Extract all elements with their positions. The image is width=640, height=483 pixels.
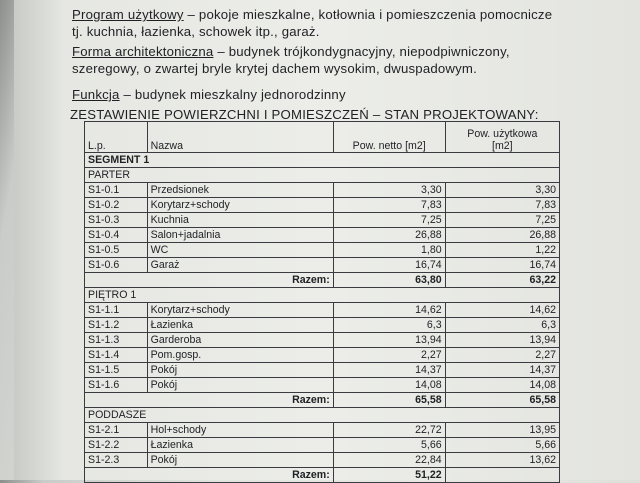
room-id-cell: S1-0.4 [85,228,148,243]
floor-label: PARTER [85,168,560,183]
total-netto-cell: 51,22 [333,468,445,483]
header-uzytkowa-line1: Pow. użytkowa [467,128,538,140]
room-name-cell: Pokój [147,363,333,378]
header-netto: Pow. netto [m2] [333,122,445,153]
program-text: – pokoje mieszkalne, kotłownia i pomieszczenia pomocnicze tj. kuchnia, łazienka, schowek itp., garaż. [72,7,553,39]
room-name-cell: WC [147,243,333,258]
room-name-cell: Pom.gosp. [147,348,333,363]
table-row [85,243,560,258]
netto-area-cell: 7,83 [333,198,445,213]
netto-area-cell: 13,94 [333,333,445,348]
segment-row [85,153,560,168]
netto-area-cell: 3,30 [333,183,445,198]
usable-area-cell: 3,30 [445,183,559,198]
total-row [85,273,560,288]
total-blank-cell [85,273,148,288]
room-name-cell: Garaż [147,258,333,273]
room-id-cell: S1-2.1 [85,423,148,438]
funkcja-paragraph [72,86,562,103]
area-table [84,121,560,483]
netto-area-cell: 5,66 [333,438,445,453]
room-id-cell: S1-1.4 [85,348,148,363]
usable-area-cell: 1,22 [445,243,559,258]
table-row [85,228,560,243]
total-netto-cell: 65,58 [333,393,445,408]
netto-area-cell: 14,62 [333,303,445,318]
table-row [85,438,560,453]
netto-area-cell: 26,88 [333,228,445,243]
usable-area-cell: 26,88 [445,228,559,243]
table-row [85,378,560,393]
forma-text: – budynek trójkondygnacyjny, niepodpiwniczony, szeregowy, o zwartej bryle krytej dachem wysokim, dwuspadowym. [72,44,510,76]
table-row [85,213,560,228]
netto-area-cell: 1,80 [333,243,445,258]
table-row [85,348,560,363]
room-name-cell: Przedsionek [147,183,333,198]
floor-label: PODDASZE [85,408,560,423]
total-label: Razem: [147,393,333,408]
room-id-cell: S1-1.1 [85,303,148,318]
floor-row [85,168,560,183]
header-uzytkowa-line2: [m2] [492,140,513,152]
room-name-cell: Korytarz+schody [147,303,333,318]
room-id-cell: S1-1.2 [85,318,148,333]
floor-row [85,408,560,423]
usable-area-cell: 13,62 [445,453,559,468]
room-name-cell: Garderoba [147,333,333,348]
room-name-cell: Łazienka [147,438,333,453]
room-name-cell: Łazienka [147,318,333,333]
netto-area-cell: 16,74 [333,258,445,273]
total-usable-cell: 63,22 [445,273,559,288]
header-uzytkowa [445,122,559,153]
usable-area-cell: 13,94 [445,333,559,348]
funkcja-text: – budynek mieszkalny jednorodzinny [119,87,346,102]
room-id-cell: S1-0.3 [85,213,148,228]
usable-area-cell: 13,95 [445,423,559,438]
room-name-cell: Pokój [147,453,333,468]
table-row [85,453,560,468]
room-name-cell: Pokój [147,378,333,393]
segment-label: SEGMENT 1 [85,153,560,168]
table-row [85,363,560,378]
usable-area-cell: 7,83 [445,198,559,213]
header-lp: L.p. [85,122,148,153]
room-id-cell: S1-0.2 [85,198,148,213]
usable-area-cell: 5,66 [445,438,559,453]
floor-row [85,288,560,303]
program-paragraph [72,6,562,40]
usable-area-cell: 14,62 [445,303,559,318]
table-row [85,258,560,273]
room-id-cell: S1-1.3 [85,333,148,348]
netto-area-cell: 14,37 [333,363,445,378]
table-row [85,318,560,333]
usable-area-cell: 2,27 [445,348,559,363]
room-name-cell: Salon+jadalnia [147,228,333,243]
total-blank-cell [85,393,148,408]
total-label: Razem: [147,273,333,288]
forma-term: Forma architektoniczna [72,44,214,59]
netto-area-cell: 6,3 [333,318,445,333]
total-usable-cell [445,468,559,483]
total-usable-cell: 65,58 [445,393,559,408]
netto-area-cell: 22,72 [333,423,445,438]
table-row [85,303,560,318]
usable-area-cell: 7,25 [445,213,559,228]
total-label: Razem: [147,468,333,483]
funkcja-term: Funkcja [72,87,120,102]
table-row [85,183,560,198]
total-row [85,468,560,483]
usable-area-cell: 14,08 [445,378,559,393]
table-row [85,333,560,348]
table-row [85,423,560,438]
netto-area-cell: 22,84 [333,453,445,468]
netto-area-cell: 2,27 [333,348,445,363]
room-name-cell: Kuchnia [147,213,333,228]
header-name: Nazwa [147,122,333,153]
room-id-cell: S1-0.5 [85,243,148,258]
total-row [85,393,560,408]
room-id-cell: S1-0.1 [85,183,148,198]
program-term: Program użytkowy [72,7,184,22]
table-header-row [85,122,560,153]
room-id-cell: S1-2.2 [85,438,148,453]
total-blank-cell [85,468,148,483]
usable-area-cell: 16,74 [445,258,559,273]
forma-paragraph [72,43,562,77]
room-name-cell: Hol+schody [147,423,333,438]
table-row [85,198,560,213]
room-id-cell: S1-1.6 [85,378,148,393]
netto-area-cell: 7,25 [333,213,445,228]
room-id-cell: S1-2.3 [85,453,148,468]
netto-area-cell: 14,08 [333,378,445,393]
room-id-cell: S1-0.6 [85,258,148,273]
usable-area-cell: 6,3 [445,318,559,333]
table-heading: ZESTAWIENIE POWIERZCHNI I POMIESZCZEŃ – STAN PROJEKTOWANY: [70,107,539,122]
room-name-cell: Korytarz+schody [147,198,333,213]
usable-area-cell: 14,37 [445,363,559,378]
total-netto-cell: 63,80 [333,273,445,288]
floor-label: PIĘTRO 1 [85,288,560,303]
room-id-cell: S1-1.5 [85,363,148,378]
